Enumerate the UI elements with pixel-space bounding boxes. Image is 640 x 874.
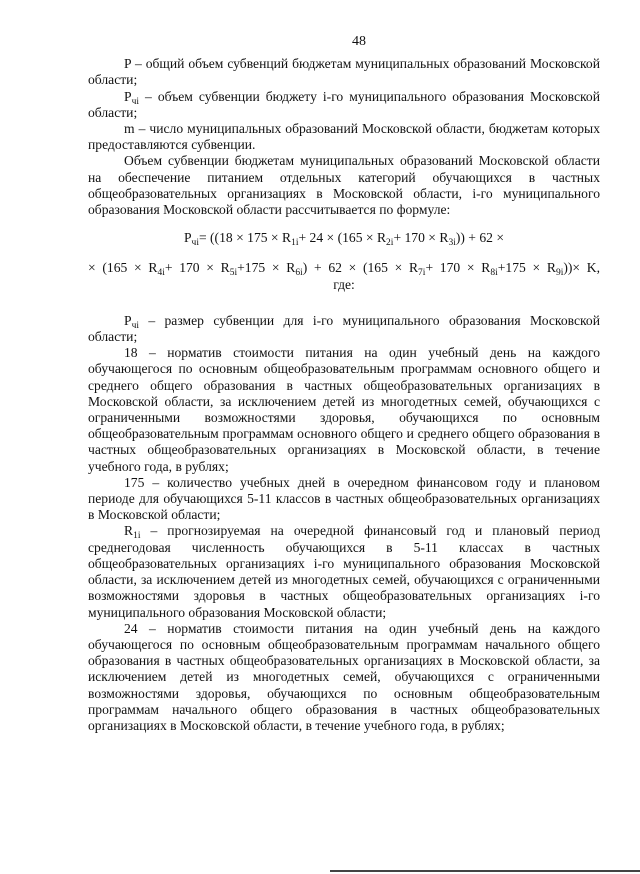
paragraph-formula-intro: Объем субвенции бюджетам муниципальных образований Московской области на обеспечение питанием отдельных категорий обучающихся в частных общеобразовательных организациях в Московской области, i-го муниципального образования Московской области рассчитывается по формуле: xyxy=(88,153,600,218)
scan-edge-line xyxy=(330,870,640,872)
paragraph-18-norm: 18 – норматив стоимости питания на один учебный день на каждого обучающегося по основным общеобразовательным программам основного общего и среднего общего образования в частных общеобразовательных организациях в Московской области, за исключением детей из многодетных семей, обучающихся с ограниченными возможностями здоровья, обучающихся по основным общеобразовательным программам основного общего и среднего общего образования в частных общеобразовательных организациях в Московской области, в течение учебного года, в рублях; xyxy=(88,345,600,474)
paragraph-p-total: P – общий объем субвенций бюджетам муниципальных образований Московской области; xyxy=(88,56,600,88)
paragraph-p-chi-definition xyxy=(88,313,600,345)
page-number: 48 xyxy=(352,34,366,49)
formula-text: +175 × R xyxy=(497,260,556,276)
paragraph-text: – размер субвенции для i-го муниципального образования Московской области; xyxy=(88,312,600,345)
symbol-p: P xyxy=(124,88,132,104)
formula-subscript: 4i xyxy=(157,268,165,279)
formula-text: + 170 × R xyxy=(393,230,449,246)
formula-subscript: 8i xyxy=(490,268,498,279)
formula-symbol: P xyxy=(183,230,192,246)
formula-subscript: 7i xyxy=(418,268,426,279)
formula-text: × (165 × R xyxy=(88,260,158,276)
paragraph-r1i xyxy=(88,523,600,620)
paragraph-24-norm: 24 – норматив стоимости питания на один учебный день на каждого обучающегося по основным общеобразовательным программам начального общего образования в частных общеобразовательных организациях в Московской области, за исключением детей из многодетных семей, обучающихся с ограниченными возможностями здоровья, обучающихся по основным общеобразовательным программам начального общего образования в частных общеобразовательных организациях в Московской области, в течение учебного года, в рублях; xyxy=(88,620,600,733)
formula-subscript: 1i xyxy=(291,238,299,249)
formula-text: +175 × R xyxy=(237,260,296,276)
formula-subscript: 3i xyxy=(448,238,456,249)
formula-subscript: 5i xyxy=(229,268,238,279)
symbol-p: P xyxy=(124,312,132,328)
formula-line-1 xyxy=(88,230,600,249)
formula-text: + 170 × R xyxy=(164,260,230,276)
paragraph-p-chi xyxy=(88,89,600,121)
formula-subscript: чi xyxy=(191,238,199,249)
paragraph-text: – прогнозируемая на очередной финансовый год и плановый период среднегодовая численность обучающихся в 5-11 классах в частных общеобразовательных организациях i-го муниципального образования Московской области, за исключением детей из многодетных семей, обучающихся с ограниченными возможностями здоровья в частных общеобразовательных организациях i-го муниципального образования Московской области; xyxy=(88,523,600,620)
symbol-subscript: чi xyxy=(131,320,139,331)
formula-text: )) + 62 × xyxy=(455,230,505,246)
paragraph-m: m – число муниципальных образований Московской области, бюджетам которых предоставляются субвенции. xyxy=(88,121,600,153)
formula-text: ))× K, xyxy=(563,260,600,276)
formula-text: + 24 × (165 × R xyxy=(298,230,387,246)
formula-text: + 170 × R xyxy=(425,260,491,276)
symbol-subscript: чi xyxy=(131,96,139,107)
formula-text: ) + 62 × (165 × R xyxy=(302,260,419,276)
formula-text: = ((18 × 175 × R xyxy=(198,230,292,246)
symbol-subscript: 1i xyxy=(133,531,141,542)
formula-subscript: 6i xyxy=(295,268,303,279)
paragraph-text: – объем субвенции бюджету i-го муниципального образования Московской области; xyxy=(88,88,600,120)
formula-line-2 xyxy=(88,260,600,279)
formula-subscript: 9i xyxy=(555,268,564,279)
paragraph-175-days: 175 – количество учебных дней в очередном финансовом году и плановом периоде для обучающихся 5-11 классов в частных общеобразовательных организациях в Московской области; xyxy=(88,474,600,523)
formula-where: где: xyxy=(333,276,355,292)
symbol-r: R xyxy=(124,523,134,539)
formula-subscript: 2i xyxy=(386,238,394,249)
